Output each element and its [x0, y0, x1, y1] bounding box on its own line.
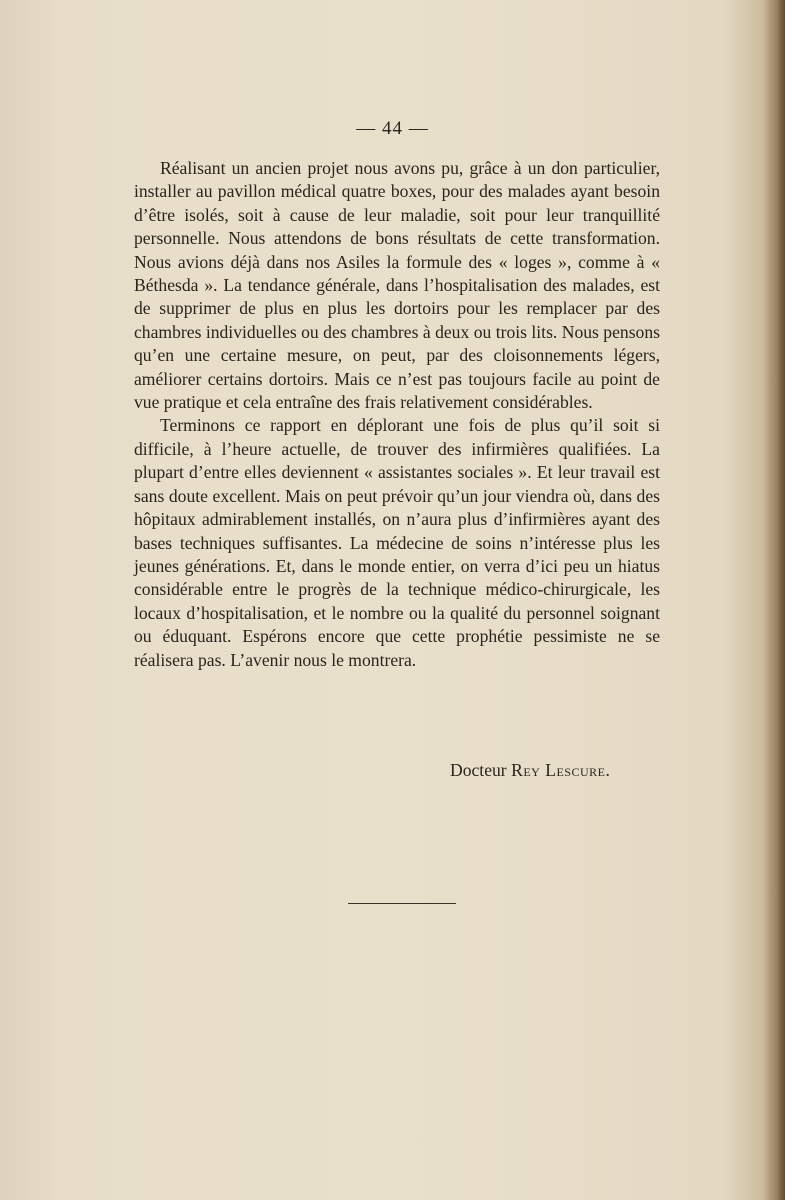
- closing-rule: [348, 903, 456, 904]
- body-text: [134, 157, 660, 672]
- paragraph-nurses: Terminons ce rapport en déplorant une fois de plus qu’il soit si difficile, à l’heure actuelle, de trouver des infirmières qualifiées. La plupart d’entre elles deviennent « assistantes sociales ». Et leur travail est sans doute excellent. Mais on peut prévoir qu’un jour viendra où, dans des hôpitaux admirablement installés, on n’aura plus d’infirmières ayant des bases techniques suffisantes. La médecine de soins n’intéresse plus les jeunes générations. Et, dans le monde entier, on verra d’ici peu un hiatus considérable entre le progrès de la technique médico-chirurgicale, les locaux d’hospitalisation, et le nombre ou la qualité du personnel soignant ou éduquant. Espérons encore que cette prophétie pessimiste ne se réalisera pas. L’avenir nous le montrera.: [134, 415, 660, 670]
- page-edge-shadow: [763, 0, 785, 1200]
- page-number: — 44 —: [356, 118, 429, 139]
- signature: [450, 760, 610, 781]
- signature-title: Docteur: [450, 760, 507, 780]
- signature-name: Rey Lescure.: [511, 760, 611, 780]
- paragraph-boxes: Réalisant un ancien projet nous avons pu, grâce à un don particulier, installer au pavillon médical quatre boxes, pour des malades ayant besoin d’être isolés, soit à cause de leur maladie, soit pour leur tranquillité personnelle. Nous attendons de bons résultats de cette transformation. Nous avions déjà dans nos Asiles la formule des « loges », comme à « Béthesda ». La tendance générale, dans l’hospitalisation des malades, est de supprimer de plus en plus les dortoirs pour les remplacer par des chambres individuelles ou des chambres à deux ou trois lits. Nous pensons qu’en une certaine mesure, on peut, par des cloisonnements légers, améliorer certains dortoirs. Mais ce n’est pas toujours facile au point de vue pratique et cela entraîne des frais relativement considérables.: [134, 158, 660, 413]
